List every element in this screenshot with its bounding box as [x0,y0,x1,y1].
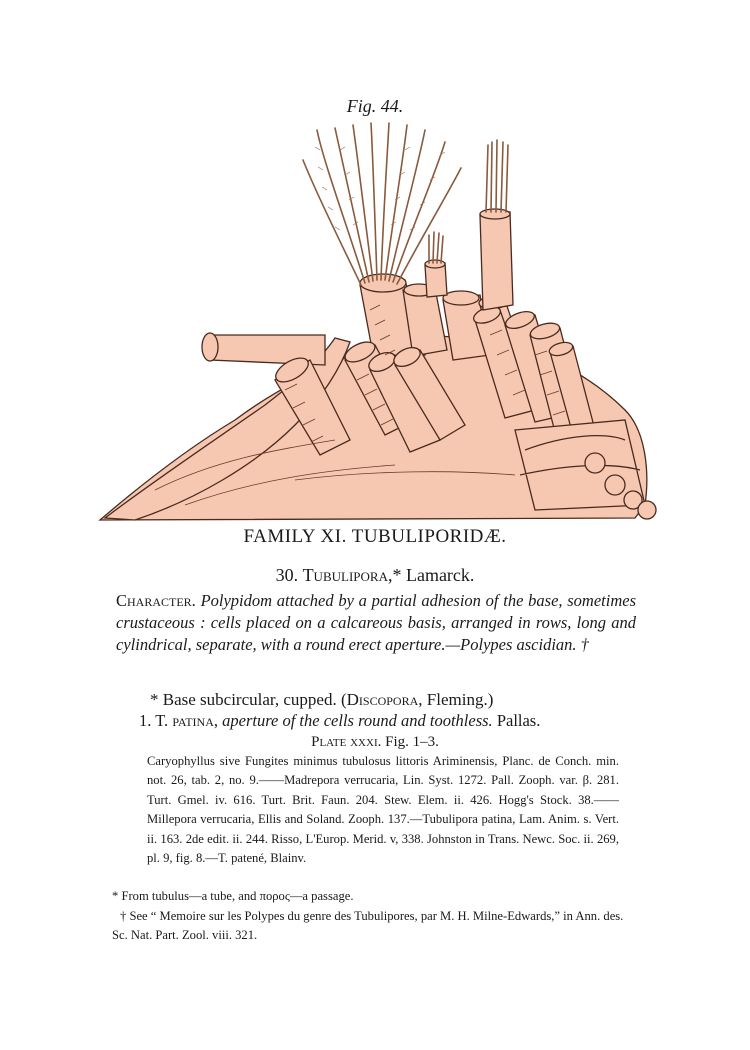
character-text: Polypidom attached by a partial adhesion of the base, sometimes crustaceous : cells placed on a calcareous basis, arranged in rows, long and cylindrical, separate, with a round erect aperture.—Polypes ascidian. † [116,591,636,654]
section-heading [150,690,493,710]
genus-name: Tubulipora,* [302,565,402,585]
footnotes [112,887,632,946]
species-number: 1. T. [139,711,169,730]
section-name: Discopora [346,690,419,709]
genus-number: 30. [275,565,299,585]
footnote-1: * From tubulus—a tube, and πορος—a passage. [112,889,354,903]
character-paragraph [116,590,636,656]
tubulipora-illustration [95,120,660,525]
plate-fig: Fig. 1–3. [385,734,439,750]
plate-reference [0,734,750,751]
character-lead: Character. [116,591,196,610]
figure-label: Fig. 44. [346,96,404,116]
species-name: patina [172,711,214,730]
species-description: aperture of the cells round and toothless. [222,711,493,730]
genus-heading [0,565,750,586]
genus-author: Lamarck. [405,565,475,585]
family-heading: FAMILY XI. TUBULIPORIDÆ. [243,526,507,547]
footnote-2: † See “ Memoire sur les Polypes du genre des Tubulipores, par M. H. Milne-Edwards,” in Ann. des. Sc. Nat. Part. Zool. viii. 321. [112,908,624,942]
species-author: Pallas. [496,711,541,730]
synonymy-paragraph: Caryophyllus sive Fungites minimus tubulosus littoris Ariminensis, Planc. de Conch. min. not. 26, tab. 2, no. 9.——Madrepora verrucaria, Lin. Syst. 1272. Pall. Zooph. var. β. 281. Turt. Gmel. iv. 616. Turt. Brit. Faun. 204. Stew. Elem. ii. 426. Hogg's Stock. 38.——Millepora verrucaria, Ellis and Soland. Zooph. 137.—Tubulipora patina, Lam. Anim. s. Vert. ii. 163. 2de edit. ii. 244. Risso, L'Europ. Merid. v, 338. Johnston in Trans. Newc. Soc. ii. 269, pl. 9, fig. 8.—T. patené, Blainv. [147,754,619,866]
section-suffix: , Fleming.) [418,690,494,709]
section-prefix: * Base subcircular, cupped. ( [150,690,347,709]
plate-label: Plate [311,734,347,750]
plate-number: xxxi. [350,734,382,750]
species-heading: 1. T. patina, aperture of the cells round and toothless. Pallas. [139,711,541,730]
